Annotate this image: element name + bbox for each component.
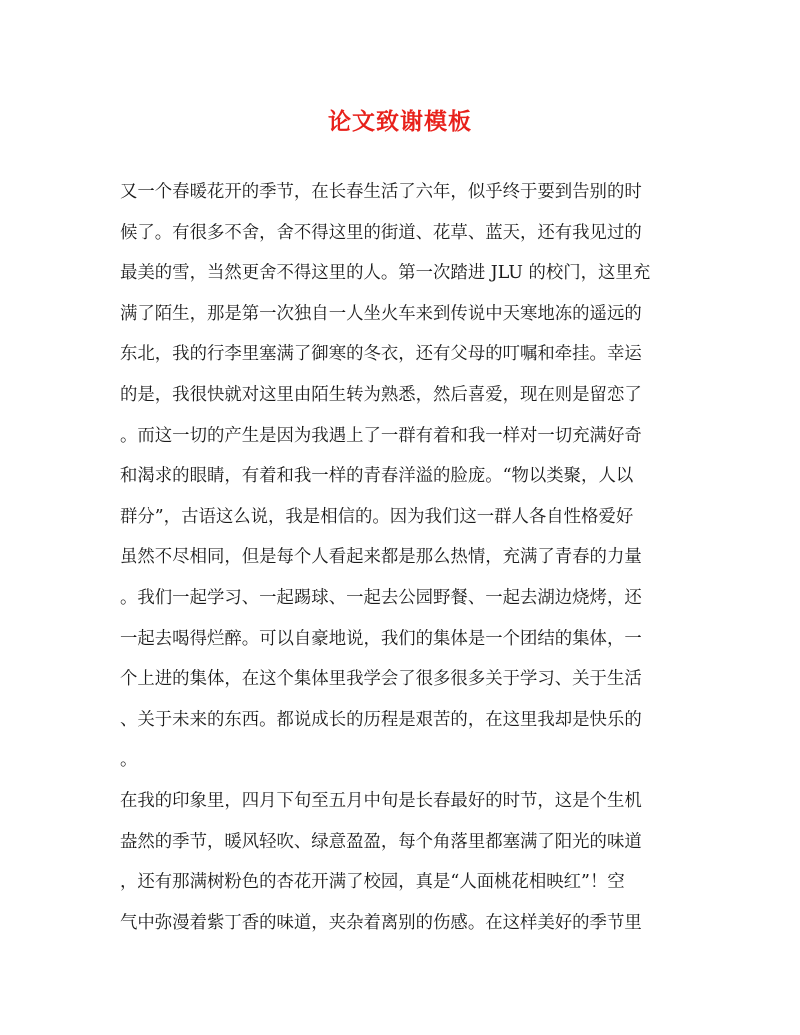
text-line: 的是，我很快就对这里由陌生转为熟悉，然后喜爱，现在则是留恋了 xyxy=(120,384,642,405)
text-line: 。 xyxy=(120,750,138,771)
text-line: 气中弥漫着紫丁香的味道，夹杂着离别的伤感。在这样美好的季节里 xyxy=(120,912,642,933)
text-line: 盎然的季节，暖风轻吹、绿意盈盈，每个角落里都塞满了阳光的味道 xyxy=(120,831,642,852)
text-line: 、关于未来的东西。都说成长的历程是艰苦的，在这里我却是快乐的 xyxy=(120,709,642,730)
text-line: 最美的雪，当然更舍不得这里的人。第一次踏进 JLU 的校门，这里充 xyxy=(120,263,651,284)
text-line: 。我们一起学习、一起踢球、一起去公园野餐、一起去湖边烧烤，还 xyxy=(120,587,642,608)
text-line: 满了陌生，那是第一次独自一人坐火车来到传说中天寒地冻的遥远的 xyxy=(120,303,642,324)
text-line: 东北，我的行李里塞满了御寒的冬衣，还有父母的叮嘱和牵挂。幸运 xyxy=(120,344,642,365)
text-line: 虽然不尽相同，但是每个人看起来都是那么热情，充满了青春的力量 xyxy=(120,547,642,568)
text-line: 。而这一切的产生是因为我遇上了一群有着和我一样对一切充满好奇 xyxy=(120,425,642,446)
text-line: 和渴求的眼睛，有着和我一样的青春洋溢的脸庞。“物以类聚，人以 xyxy=(120,466,634,487)
text-line: 在我的印象里，四月下旬至五月中旬是长春最好的时节，这是个生机 xyxy=(120,790,642,811)
text-line: 候了。有很多不舍，舍不得这里的街道、花草、蓝天，还有我见过的 xyxy=(120,222,642,243)
text-line: 一起去喝得烂醉。可以自豪地说，我们的集体是一个团结的集体，一 xyxy=(120,628,642,649)
page-title: 论文致谢模板 xyxy=(328,108,472,135)
text-line: 又一个春暖花开的季节，在长春生活了六年，似乎终于要到告别的时 xyxy=(120,182,642,202)
text-line: ，还有那满树粉色的杏花开满了校园，真是“人面桃花相映红”！空 xyxy=(120,872,625,893)
text-line: 个上进的集体，在这个集体里我学会了很多很多关于学习、关于生活 xyxy=(120,669,642,690)
text-line: 群分”，古语这么说，我是相信的。因为我们这一群人各自性格爱好 xyxy=(120,506,634,527)
document-body xyxy=(120,172,680,943)
